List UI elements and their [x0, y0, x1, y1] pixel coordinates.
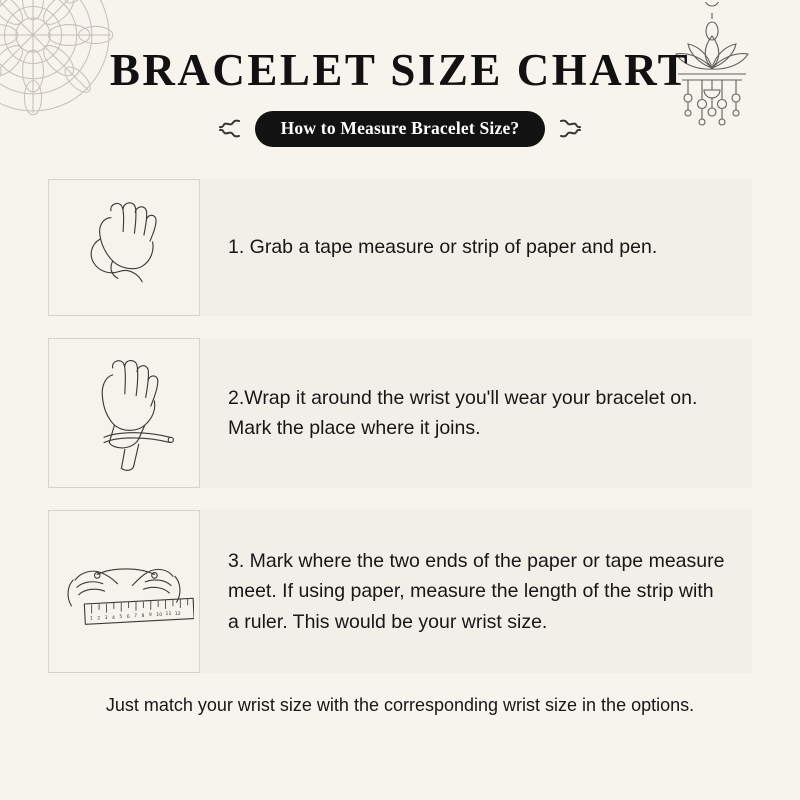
svg-text:10: 10 [156, 612, 163, 618]
svg-text:3: 3 [104, 615, 108, 621]
step-text: 2.Wrap it around the wrist you'll wear your bracelet on. Mark the place where it joins. [228, 386, 698, 439]
subtitle-row [0, 111, 800, 147]
list-item [48, 338, 752, 488]
svg-text:9: 9 [148, 612, 152, 618]
swirl-flourish-icon [217, 116, 243, 142]
svg-text:8: 8 [141, 613, 145, 619]
swirl-flourish-icon [557, 116, 583, 142]
svg-text:12: 12 [174, 611, 181, 617]
svg-text:1: 1 [89, 616, 93, 622]
page-title: BRACELET SIZE CHART [109, 45, 691, 95]
step-text: 3. Mark where the two ends of the paper or tape measure meet. If using paper, measure the length of the strip with a ruler. This would be your wrist size. [228, 550, 725, 633]
subtitle-pill: How to Measure Bracelet Size? [255, 111, 546, 147]
list-item [48, 510, 752, 673]
svg-text:2: 2 [97, 616, 101, 622]
steps-list [0, 179, 800, 673]
hand-wrapping-tape-around-wrist-illustration [48, 338, 200, 488]
svg-text:4: 4 [112, 615, 115, 621]
svg-text:5: 5 [119, 614, 123, 620]
page-header [0, 0, 800, 147]
step-text: 1. Grab a tape measure or strip of paper and pen. [228, 236, 658, 259]
svg-text:11: 11 [165, 611, 172, 617]
footer-note: Just match your wrist size with the corresponding wrist size in the options. [105, 695, 695, 715]
list-item [48, 179, 752, 316]
svg-text:7: 7 [134, 613, 138, 619]
hand-with-tape-measure-illustration [48, 179, 200, 316]
svg-text:6: 6 [126, 614, 130, 620]
hands-measuring-strip-with-ruler-illustration [48, 510, 200, 673]
